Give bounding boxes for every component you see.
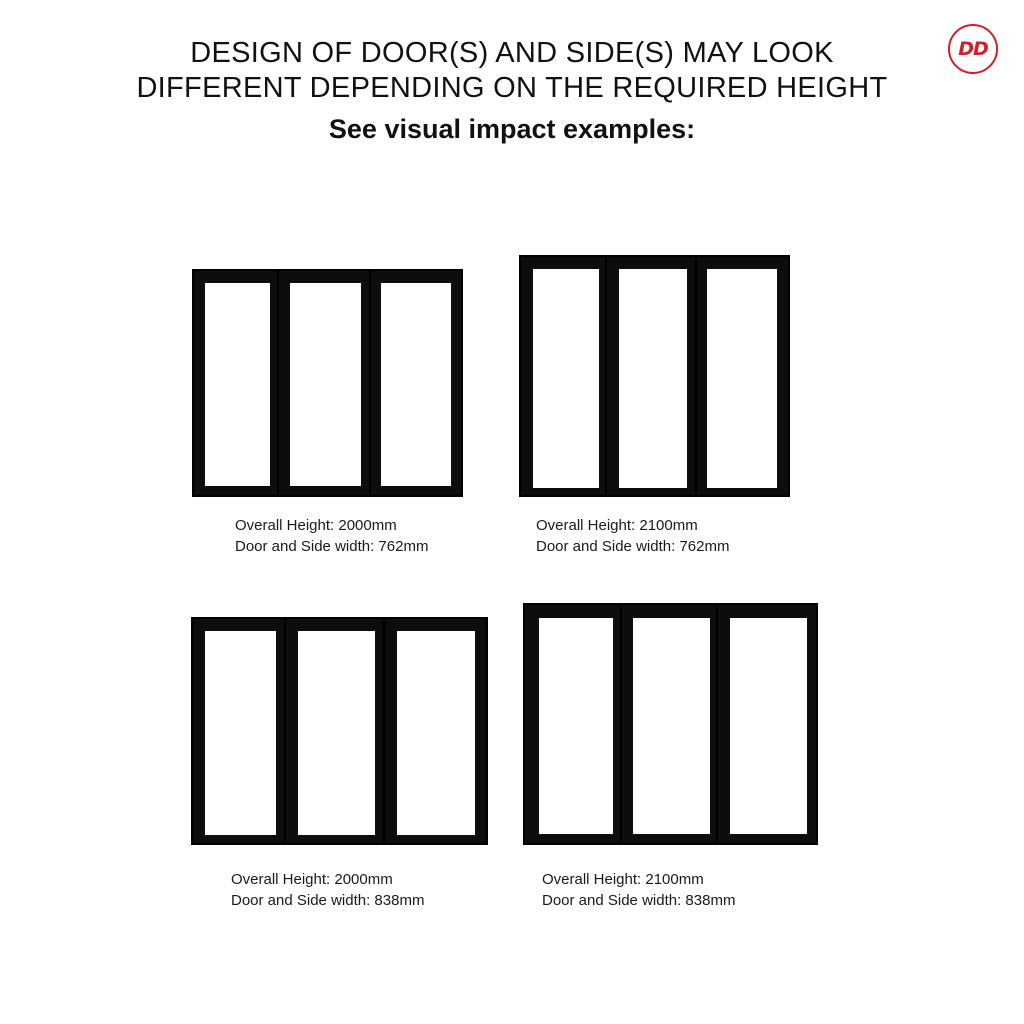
example-caption [542, 869, 735, 911]
overall-height-label: Overall Height: 2000mm [231, 871, 393, 888]
glass-pane [205, 631, 276, 835]
overall-height-label: Overall Height: 2000mm [235, 517, 397, 534]
door-set-illustration [192, 269, 463, 497]
side-panel-left [523, 603, 624, 845]
glass-pane [533, 269, 599, 488]
door-side-width-label: Door and Side width: 762mm [536, 538, 730, 555]
subheadline: See visual impact examples: [328, 114, 696, 144]
door-side-width-label: Door and Side width: 838mm [542, 892, 736, 909]
door-panel [284, 617, 386, 845]
headline-line-1: DESIGN OF DOOR(S) AND SIDE(S) MAY LOOK [190, 37, 834, 69]
side-panel-right [716, 603, 818, 845]
overall-height-label: Overall Height: 2100mm [536, 517, 698, 534]
headline-line-2: DIFFERENT DEPENDING ON THE REQUIRED HEIGHT [136, 72, 888, 104]
glass-pane [707, 269, 777, 488]
door-set-illustration [523, 603, 818, 845]
glass-pane [539, 618, 613, 834]
brand-logo [948, 24, 998, 74]
header [0, 36, 1024, 146]
glass-pane [633, 618, 710, 834]
example-caption [536, 515, 729, 557]
door-side-width-label: Door and Side width: 838mm [231, 892, 425, 909]
glass-pane [290, 283, 361, 486]
door-side-width-label: Door and Side width: 762mm [235, 538, 429, 555]
door-panel [620, 603, 719, 845]
side-panel-right [369, 269, 463, 497]
example-caption [235, 515, 428, 557]
example-caption [231, 869, 424, 911]
side-panel-left [191, 617, 287, 845]
brand-logo-text: DD [958, 38, 988, 60]
glass-pane [205, 283, 270, 486]
door-panel [605, 255, 697, 497]
side-panel-left [519, 255, 609, 497]
door-panel [277, 269, 372, 497]
glass-pane [381, 283, 451, 486]
door-set-illustration [191, 617, 488, 845]
overall-height-label: Overall Height: 2100mm [542, 871, 704, 888]
side-panel-left [192, 269, 279, 497]
side-panel-right [695, 255, 790, 497]
glass-pane [298, 631, 375, 835]
glass-pane [397, 631, 475, 835]
door-set-illustration [519, 255, 790, 497]
side-panel-right [383, 617, 488, 845]
glass-pane [619, 269, 687, 488]
glass-pane [730, 618, 807, 834]
